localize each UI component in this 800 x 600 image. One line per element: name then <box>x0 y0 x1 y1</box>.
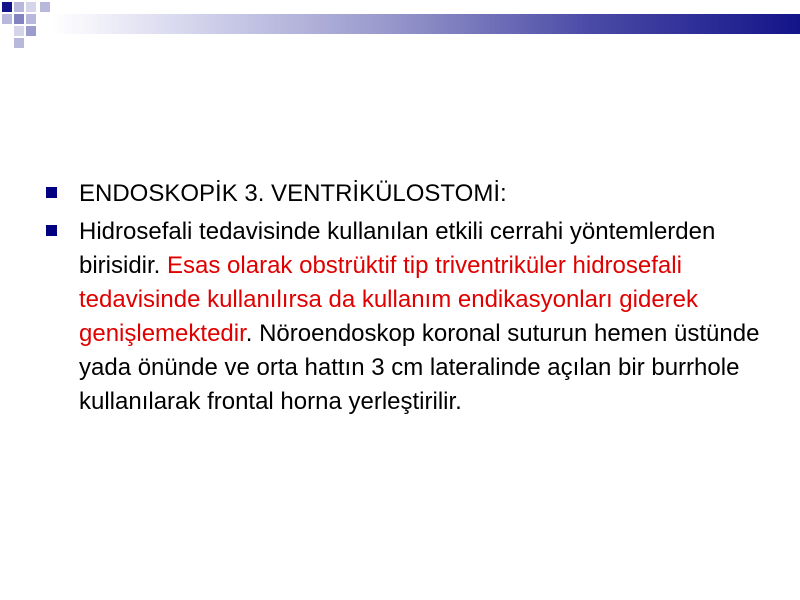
body-text-highlight: Esas olarak obstrüktif tip triventriküler hidrosefali tedavisinde kullanılırsa da kullanım endikasyonları giderek genişlemektedir <box>79 252 699 347</box>
decor-square-light <box>2 14 12 24</box>
square-bullet-icon <box>46 225 57 236</box>
decor-square-dark <box>2 2 12 12</box>
bullet-item-heading <box>44 177 764 211</box>
heading-text: ENDOSKOPİK 3. VENTRİKÜLOSTOMİ: <box>79 180 507 207</box>
decor-square-light <box>40 2 50 12</box>
decor-square-light <box>26 14 36 24</box>
decor-square-light <box>14 2 24 12</box>
decor-square-mid <box>14 14 24 24</box>
decor-square-light <box>14 38 24 48</box>
decor-square-light <box>14 26 24 36</box>
body-text-part2: . Nöroendoskop koronal suturun hemen üstünde yada önünde ve orta hattın 3 cm lateralinde açılan bir burrhole kullanılarak frontal horna yerleştirilir. <box>79 320 760 415</box>
slide-header-decoration <box>0 0 800 52</box>
bullet-item-body <box>44 215 764 419</box>
body-text-part1: Hidrosefali tedavisinde kullanılan etkili cerrahi yöntemlerden birisidir. <box>79 218 716 279</box>
decor-square-light <box>26 2 36 12</box>
gradient-bar <box>52 14 800 34</box>
square-bullet-icon <box>46 187 57 198</box>
decor-square-mid <box>26 26 36 36</box>
slide-content <box>44 177 764 423</box>
